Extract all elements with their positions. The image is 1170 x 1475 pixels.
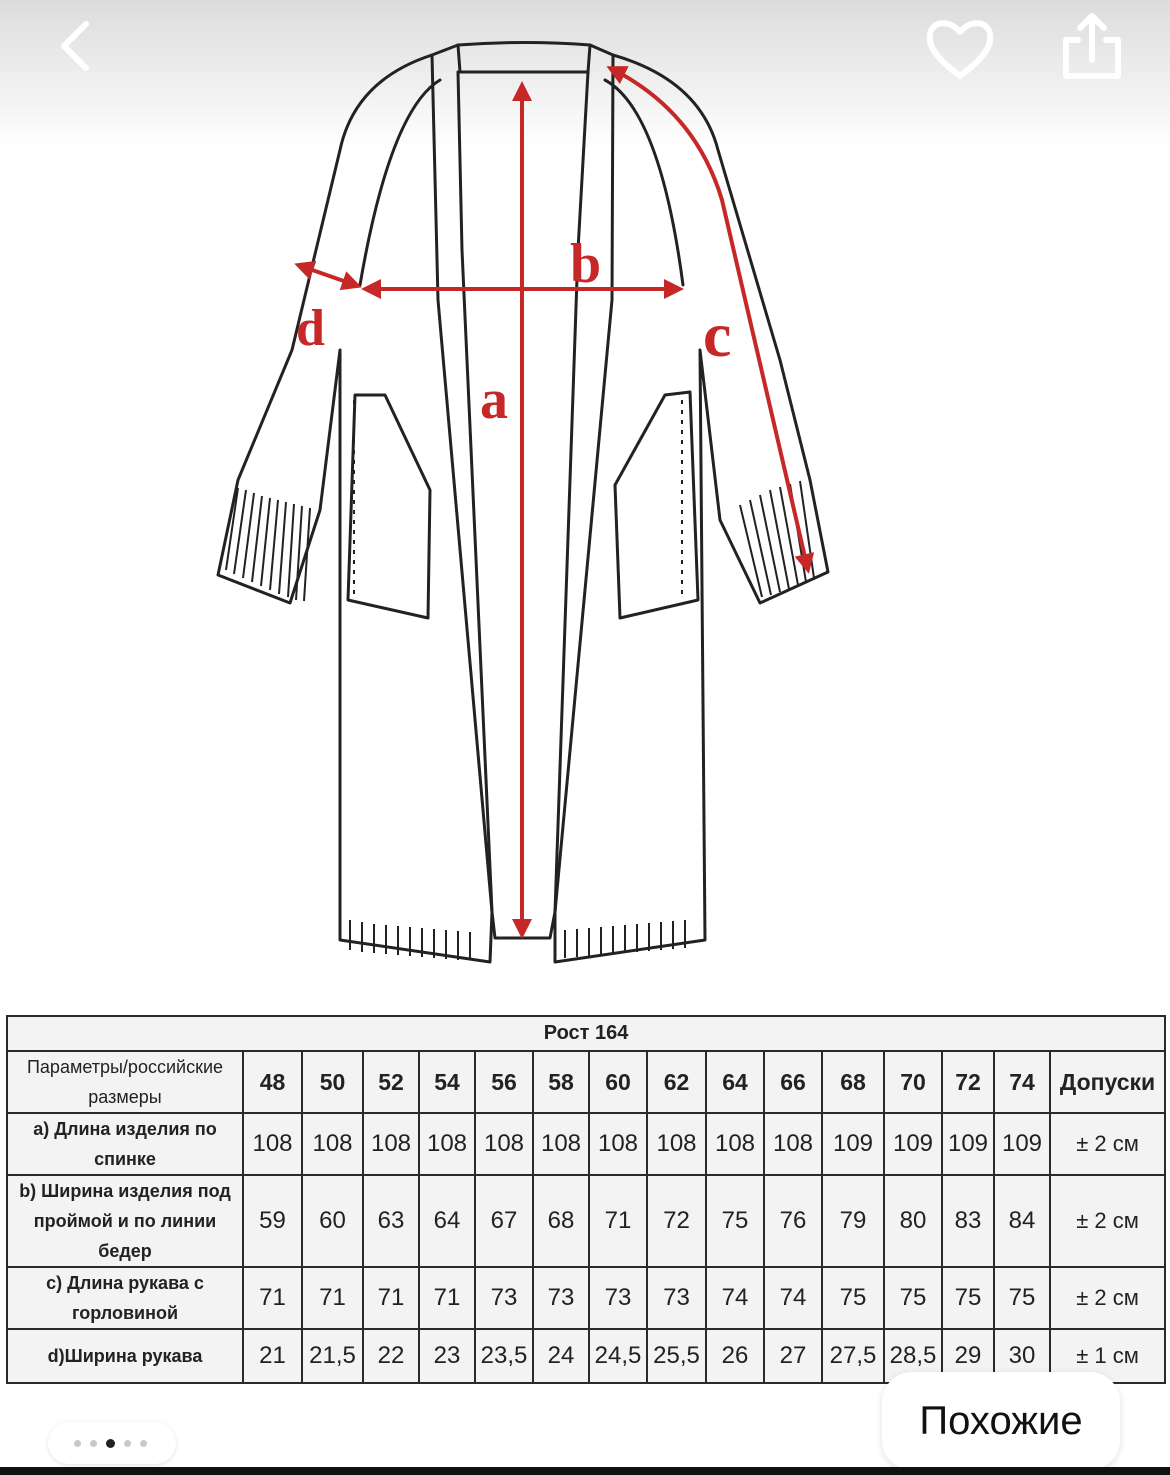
size-value: 109 [942,1113,994,1175]
size-value: 68 [533,1175,589,1267]
pager-dot [124,1440,131,1447]
tolerance-value: ± 2 см [1050,1175,1165,1267]
size-value: 71 [363,1267,419,1329]
chevron-left-icon [36,10,116,90]
size-header: 74 [994,1051,1050,1113]
size-value: 109 [884,1113,942,1175]
size-header: 50 [302,1051,363,1113]
size-value: 75 [884,1267,942,1329]
size-value: 83 [942,1175,994,1267]
size-header: 70 [884,1051,942,1113]
size-value: 73 [475,1267,533,1329]
size-value: 109 [994,1113,1050,1175]
size-value: 72 [647,1175,706,1267]
size-value: 63 [363,1175,419,1267]
size-value: 71 [419,1267,475,1329]
size-value: 76 [764,1175,822,1267]
param-label: b) Ширина изделия под проймой и по линии бедер [7,1175,243,1267]
size-value: 79 [822,1175,884,1267]
size-header: 54 [419,1051,475,1113]
size-value: 71 [302,1267,363,1329]
pager-dot-active [106,1439,115,1448]
table-header-row [7,1051,1165,1113]
share-icon [1052,10,1132,90]
size-value: 109 [822,1113,884,1175]
size-value: 71 [589,1175,647,1267]
size-value: 71 [243,1267,302,1329]
size-value: 75 [706,1175,764,1267]
size-value: 29 [942,1329,994,1383]
size-value: 21 [243,1329,302,1383]
size-value: 27,5 [822,1329,884,1383]
size-value: 26 [706,1329,764,1383]
size-value: 73 [647,1267,706,1329]
size-value: 108 [302,1113,363,1175]
size-value: 73 [533,1267,589,1329]
size-header: 64 [706,1051,764,1113]
param-header: Параметры/российские размеры [7,1051,243,1113]
table-row [7,1175,1165,1267]
tolerance-value: ± 1 см [1050,1329,1165,1383]
size-value: 108 [533,1113,589,1175]
size-header: 52 [363,1051,419,1113]
label-a: a [480,369,508,431]
size-value: 75 [994,1267,1050,1329]
tolerance-header: Допуски [1050,1051,1165,1113]
size-value: 74 [706,1267,764,1329]
size-value: 75 [822,1267,884,1329]
size-value: 108 [647,1113,706,1175]
size-value: 74 [764,1267,822,1329]
size-value: 108 [589,1113,647,1175]
table-row [7,1267,1165,1329]
size-header: 56 [475,1051,533,1113]
size-value: 108 [363,1113,419,1175]
size-value: 24,5 [589,1329,647,1383]
size-value: 27 [764,1329,822,1383]
size-value: 108 [764,1113,822,1175]
label-c: c [703,299,732,370]
size-header: 62 [647,1051,706,1113]
tolerance-value: ± 2 см [1050,1113,1165,1175]
size-value: 108 [706,1113,764,1175]
size-value: 24 [533,1329,589,1383]
size-value: 64 [419,1175,475,1267]
size-value: 22 [363,1329,419,1383]
size-value: 21,5 [302,1329,363,1383]
size-table [6,1015,1166,1384]
label-d: d [296,300,325,357]
image-pager [48,1422,176,1464]
table-title: Рост 164 [7,1016,1165,1051]
size-value: 108 [419,1113,475,1175]
back-button[interactable] [36,10,116,90]
size-value: 73 [589,1267,647,1329]
size-header: 58 [533,1051,589,1113]
tolerance-value: ± 2 см [1050,1267,1165,1329]
size-header: 60 [589,1051,647,1113]
pager-dot [90,1440,97,1447]
size-value: 67 [475,1175,533,1267]
size-value: 75 [942,1267,994,1329]
size-header: 48 [243,1051,302,1113]
share-button[interactable] [1052,10,1132,90]
param-label: d)Ширина рукава [7,1329,243,1383]
size-header: 72 [942,1051,994,1113]
pager-dot [74,1440,81,1447]
size-value: 59 [243,1175,302,1267]
table-title-row [7,1016,1165,1051]
bottom-bar [0,1467,1170,1475]
size-value: 30 [994,1329,1050,1383]
size-value: 23 [419,1329,475,1383]
heart-icon [918,10,1002,90]
label-b: b [570,233,602,295]
size-value: 108 [243,1113,302,1175]
size-value: 80 [884,1175,942,1267]
size-value: 60 [302,1175,363,1267]
size-value: 25,5 [647,1329,706,1383]
param-label: а) Длина изделия по спинке [7,1113,243,1175]
similar-button[interactable]: Похожие [882,1372,1120,1470]
size-header: 66 [764,1051,822,1113]
favorite-button[interactable] [918,10,998,90]
size-value: 23,5 [475,1329,533,1383]
pager-dot [140,1440,147,1447]
size-value: 84 [994,1175,1050,1267]
size-value: 28,5 [884,1329,942,1383]
size-header: 68 [822,1051,884,1113]
param-label: с) Длина рукава с горловиной [7,1267,243,1329]
table-row [7,1113,1165,1175]
size-value: 108 [475,1113,533,1175]
